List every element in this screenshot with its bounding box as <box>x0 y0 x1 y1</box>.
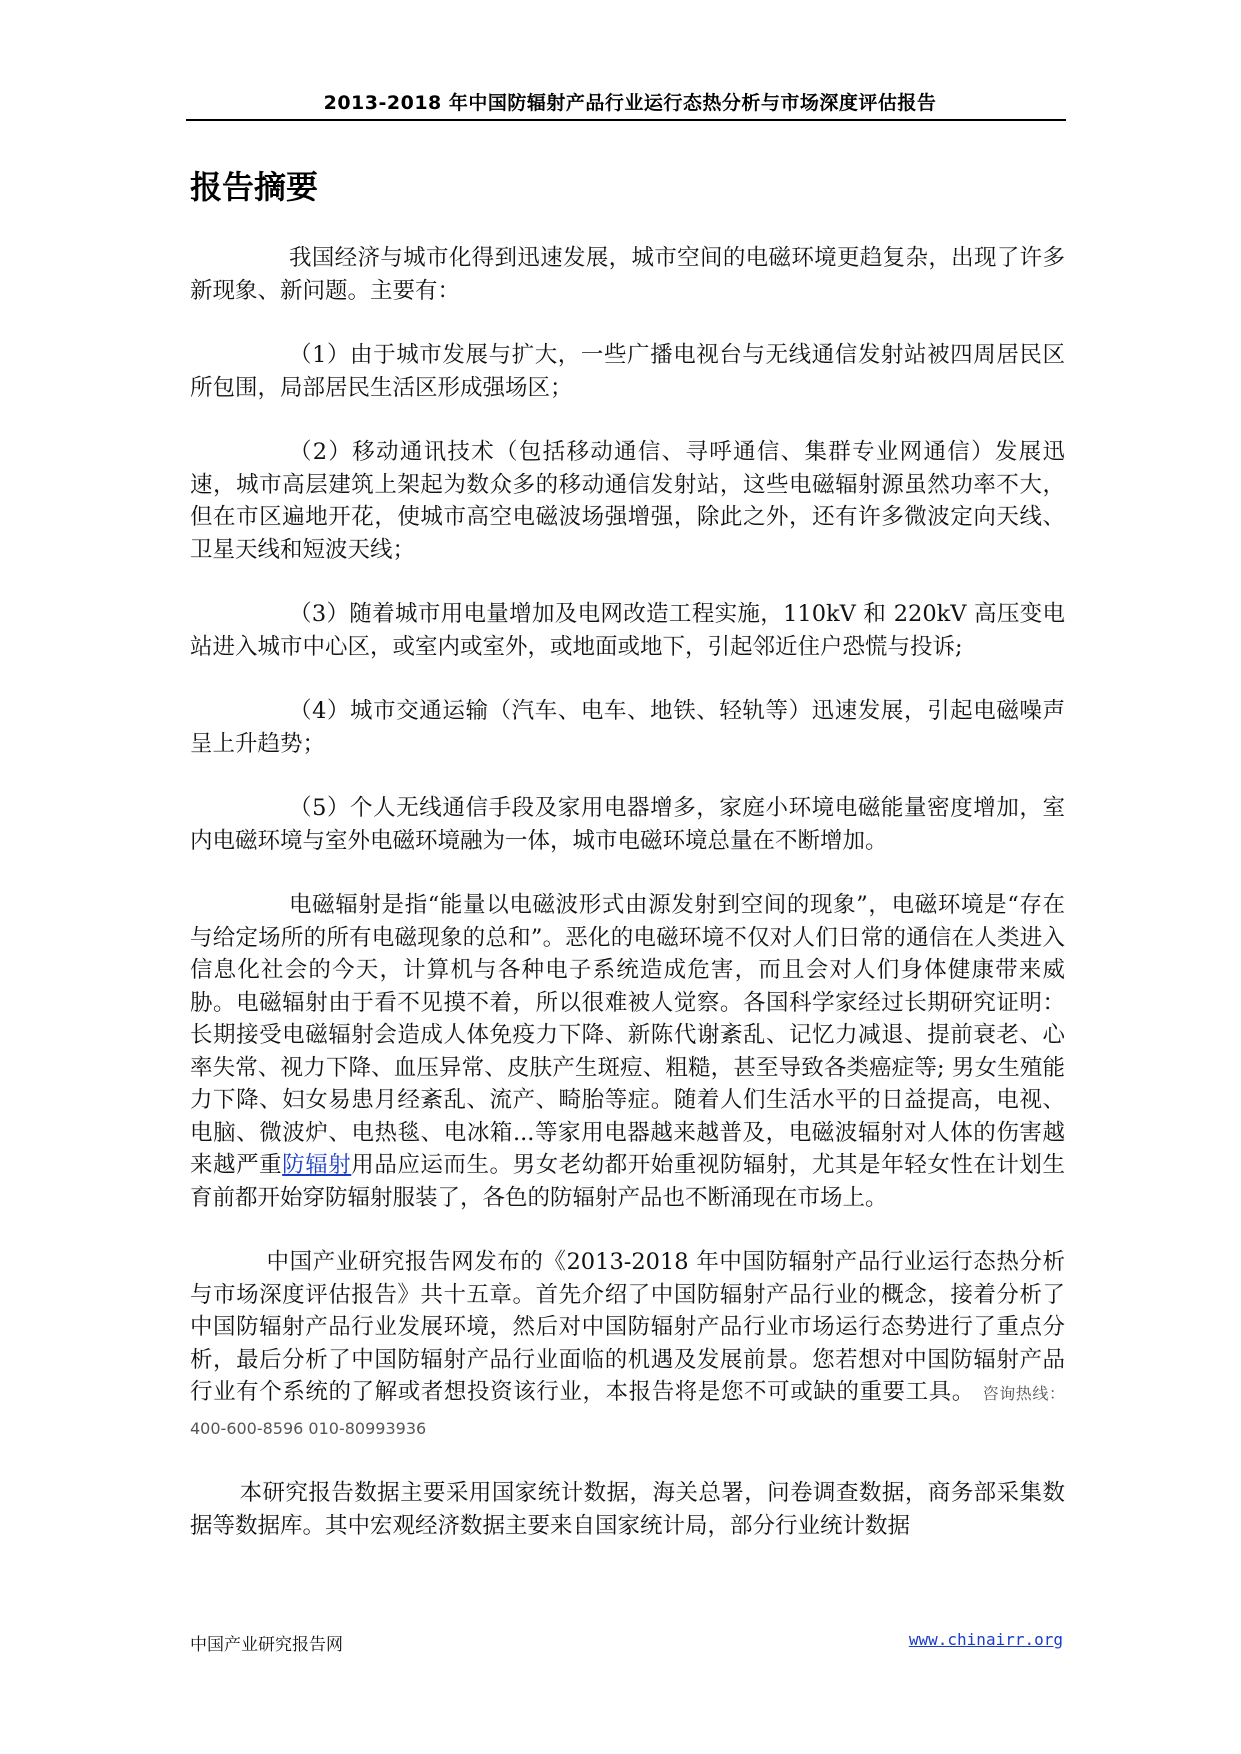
header-divider <box>186 119 1066 121</box>
section-title: 报告摘要 <box>190 168 319 206</box>
footer-site-link[interactable]: www.chinairr.org <box>908 1630 1063 1649</box>
anti-radiation-link[interactable]: 防辐射 <box>282 1152 352 1178</box>
paragraph-item-3: （3）随着城市用电量增加及电网改造工程实施，110kV 和 220kV 高压变电站进入城市中心区，或室内或室外，或地面或地下，引起邻近住户恐慌与投诉; <box>190 601 1065 660</box>
paragraph-report-intro <box>190 1246 1065 1445</box>
paragraph-item-5: （5）个人无线通信手段及家用电器增多，家庭小环境电磁能量密度增加，室内电磁环境与室外电磁环境融为一体，城市电磁环境总量在不断增加。 <box>190 795 1065 854</box>
paragraph-report-intro-text: 中国产业研究报告网发布的《2013-2018 年中国防辐射产品行业运行态热分析与市场深度评估报告》共十五章。首先介绍了中国防辐射产品行业的概念，接着分析了中国防辐射产品行业发展环境，然后对中国防辐射产品行业市场运行态势进行了重点分析，最后分析了中国防辐射产品行业面临的机遇及发展前景。您若想对中国防辐射产品行业有个系统的了解或者想投资该行业，本报告将是您不可或缺的重要工具。 <box>190 1249 1065 1405</box>
paragraph-electromagnetic <box>190 889 1065 1214</box>
report-summary-body <box>190 242 1065 1574</box>
paragraph-electromagnetic-text-a: 电磁辐射是指“能量以电磁波形式由源发射到空间的现象”，电磁环境是“存在与给定场所的所有电磁现象的总和”。恶化的电磁环境不仅对人们日常的通信在人类进入信息化社会的今天，计算机与各种电子系统造成危害，而且会对人们身体健康带来威胁。电磁辐射由于看不见摸不着，所以很难被人觉察。各国科学家经过长期研究证明：长期接受电磁辐射会造成人体免疫力下降、新陈代谢紊乱、记忆力减退、提前衰老、心率失常、视力下降、血压异常、皮肤产生斑痘、粗糙，甚至导致各类癌症等; 男女生殖能力下降、妇女易患月经紊乱、流产、畸胎等症。随着人们生活水平的日益提高，电视、电脑、微波炉、电热毯、电冰箱...等家用电器越来越普及，电磁波辐射对人体的伤害越来越严重 <box>190 892 1065 1178</box>
paragraph-intro: 我国经济与城市化得到迅速发展，城市空间的电磁环境更趋复杂，出现了许多新现象、新问题。主要有： <box>190 245 1065 304</box>
paragraph-electromagnetic-text-b: 用品应运而生。男女老幼都开始重视防辐射，尤其是年轻女性在计划生育前都开始穿防辐射服装了，各色的防辐射产品也不断涌现在市场上。 <box>190 1152 1065 1211</box>
hotline-text: 咨询热线：400-600-8596 010-80993936 <box>190 1384 1065 1438</box>
footer-site-name: 中国产业研究报告网 <box>190 1635 343 1655</box>
paragraph-item-2: （2）移动通讯技术（包括移动通信、寻呼通信、集群专业网通信）发展迅速，城市高层建筑上架起为数众多的移动通信发射站，这些电磁辐射源虽然功率不大，但在市区遍地开花，使城市高空电磁波场强增强，除此之外，还有许多微波定向天线、卫星天线和短波天线； <box>190 439 1065 563</box>
paragraph-item-1: （1）由于城市发展与扩大，一些广播电视台与无线通信发射站被四周居民区所包围，局部居民生活区形成强场区； <box>190 342 1065 401</box>
paragraph-data-source: 本研究报告数据主要采用国家统计数据，海关总署，问卷调查数据，商务部采集数据等数据库。其中宏观经济数据主要来自国家统计局，部分行业统计数据 <box>190 1480 1065 1539</box>
paragraph-item-4: （4）城市交通运输（汽车、电车、地铁、轻轨等）迅速发展，引起电磁噪声呈上升趋势； <box>190 698 1065 757</box>
page-header-title: 2013-2018 年中国防辐射产品行业运行态热分析与市场深度评估报告 <box>323 92 937 114</box>
